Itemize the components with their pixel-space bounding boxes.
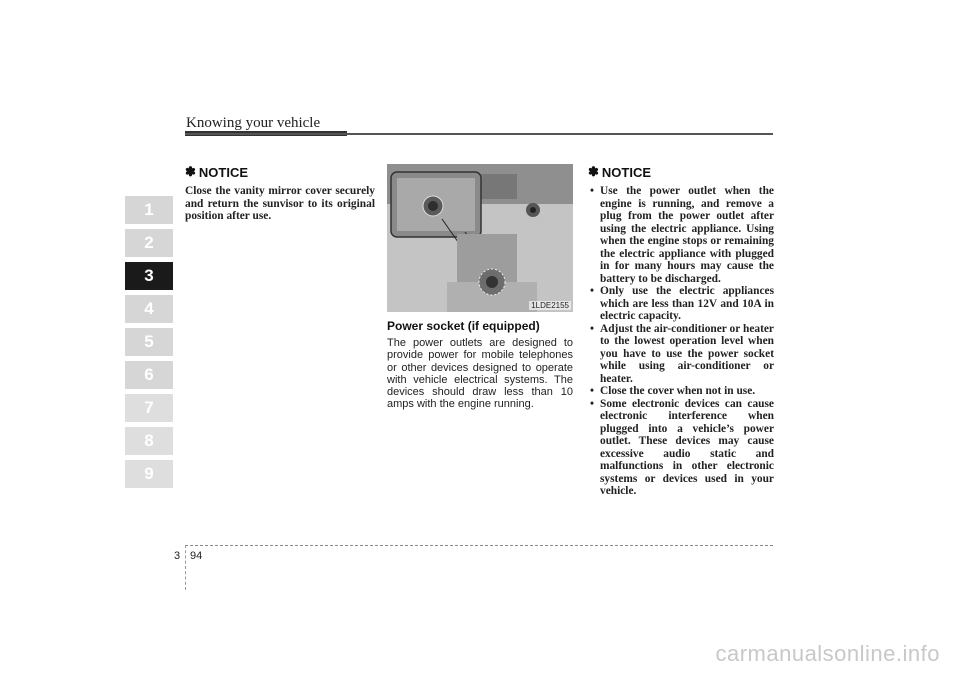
column-left [185, 164, 375, 223]
bullet-icon: • [590, 185, 594, 197]
chapter-tabs [125, 196, 173, 493]
image-code: 1LDE2155 [531, 301, 569, 310]
list-item: • Adjust the air-conditioner or heater to the lowest operation level when you have to use the power socket while using air-conditioner or heater. [590, 322, 774, 385]
notice-star-icon: ✽ [185, 164, 196, 179]
chapter-tab-1[interactable]: 1 [125, 196, 173, 224]
power-socket-photo [387, 164, 573, 312]
watermark: carmanualsonline.info [715, 641, 940, 666]
footer-page-number: 94 [190, 550, 203, 562]
list-item: • Close the cover when not in use. [590, 385, 756, 397]
chapter-tab-6[interactable]: 6 [125, 361, 173, 389]
bullet-icon: • [590, 397, 594, 410]
section-body: The power outlets are designed to provide power for mobile telephones or other devices designed to operate with vehicle electrical systems. The devices should draw less than 10 amps with the engine running. [387, 337, 573, 411]
footer-chapter-number: 3 [174, 550, 181, 562]
column-right [588, 164, 774, 498]
section-title: Power socket (if equipped) [387, 319, 540, 333]
list-item: • Some electronic devices can cause electronic interference when plugged into a vehicle’s power outlet. These devices may cause excessive audio static and malfunctions in other electronic systems or devices used in your vehicle. [590, 397, 774, 497]
running-header: Knowing your vehicle [186, 115, 321, 131]
notice-text: Close the vanity mirror cover securely and return the sunvisor to its original position after use. [185, 185, 375, 222]
footer-vertical-rule [185, 545, 186, 590]
notice-heading [588, 164, 774, 180]
chapter-tab-3[interactable]: 3 [125, 262, 173, 290]
notice-heading-label: NOTICE [198, 164, 249, 180]
list-item: • Only use the electric appliances which are less than 12V and 10A in electric capacity. [590, 285, 774, 322]
chapter-tab-2[interactable]: 2 [125, 229, 173, 257]
header-rule [185, 133, 773, 135]
chapter-tab-8[interactable]: 8 [125, 427, 173, 455]
chapter-tab-5[interactable]: 5 [125, 328, 173, 356]
notice-star-icon: ✽ [588, 164, 599, 179]
chapter-tab-7[interactable]: 7 [125, 394, 173, 422]
notice-heading-label: NOTICE [601, 164, 652, 180]
bullet-icon: • [590, 385, 594, 397]
chapter-tab-9[interactable]: 9 [125, 460, 173, 488]
notice-bullet-list [588, 185, 774, 498]
chapter-tab-4[interactable]: 4 [125, 295, 173, 323]
footer-rule [185, 545, 773, 546]
notice-heading [185, 164, 375, 180]
bullet-icon: • [590, 322, 594, 335]
bullet-icon: • [590, 285, 594, 297]
list-item: • Use the power outlet when the engine is running, and remove a plug from the power outlet after using the electric appliance. Using when the engine stops or remaining the electric appliance with plugged in for many hours may cause the battery to be discharged. [590, 185, 774, 285]
power-socket-illustration [387, 164, 573, 312]
column-middle [387, 164, 573, 411]
